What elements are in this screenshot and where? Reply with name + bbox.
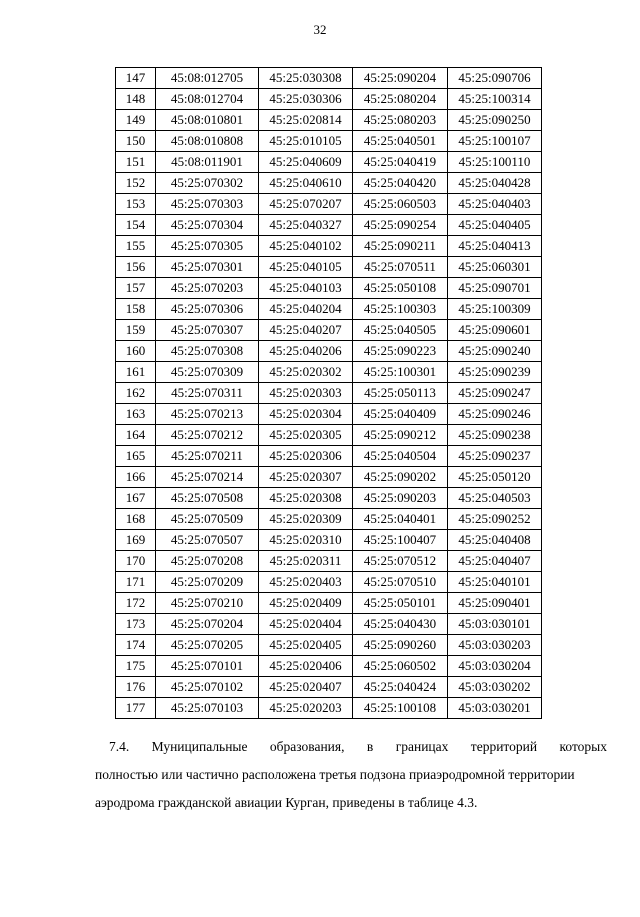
cadastral-number-cell: 45:25:020308 [259,488,353,509]
row-number-cell: 161 [116,362,156,383]
cadastral-number-cell: 45:25:070203 [156,278,259,299]
table-row [116,236,542,257]
cadastral-number-cell: 45:25:040409 [353,404,448,425]
row-number-cell: 165 [116,446,156,467]
cadastral-number-cell: 45:25:040408 [448,530,542,551]
cadastral-number-cell: 45:25:030308 [259,68,353,89]
cadastral-number-cell: 45:25:040430 [353,614,448,635]
row-number-cell: 148 [116,89,156,110]
cadastral-number-cell: 45:03:030101 [448,614,542,635]
cadastral-number-cell: 45:25:030306 [259,89,353,110]
cadastral-number-cell: 45:25:040407 [448,551,542,572]
cadastral-number-cell: 45:25:070205 [156,635,259,656]
cadastral-number-cell: 45:25:050101 [353,593,448,614]
table-row [116,509,542,530]
table-row [116,677,542,698]
cadastral-number-cell: 45:25:070102 [156,677,259,698]
row-number-cell: 158 [116,299,156,320]
table-row [116,215,542,236]
cadastral-number-cell: 45:25:050120 [448,467,542,488]
table-row [116,173,542,194]
cadastral-number-cell: 45:25:090223 [353,341,448,362]
paragraph-line-1: 7.4. Муниципальные образования, в границах территорий которых [109,739,607,754]
cadastral-number-cell: 45:25:070212 [156,425,259,446]
row-number-cell: 149 [116,110,156,131]
cadastral-number-cell: 45:25:020303 [259,383,353,404]
table-row [116,656,542,677]
cadastral-number-cell: 45:25:040610 [259,173,353,194]
cadastral-number-cell: 45:25:020409 [259,593,353,614]
cadastral-number-cell: 45:25:090211 [353,236,448,257]
table-row [116,614,542,635]
table-row [116,404,542,425]
cadastral-number-cell: 45:25:090202 [353,467,448,488]
cadastral-number-cell: 45:25:090239 [448,362,542,383]
cadastral-number-cell: 45:25:070507 [156,530,259,551]
cadastral-number-cell: 45:25:040405 [448,215,542,236]
cadastral-number-cell: 45:25:040101 [448,572,542,593]
paragraph-line-3: аэродрома гражданской авиации Курган, приведены в таблице 4.3. [95,795,478,810]
cadastral-number-cell: 45:25:040327 [259,215,353,236]
row-number-cell: 164 [116,425,156,446]
cadastral-number-cell: 45:25:070309 [156,362,259,383]
cadastral-number-cell: 45:25:020306 [259,446,353,467]
cadastral-number-cell: 45:25:040206 [259,341,353,362]
row-number-cell: 152 [116,173,156,194]
cadastral-number-cell: 45:25:070303 [156,194,259,215]
cadastral-number-cell: 45:25:040420 [353,173,448,194]
cadastral-number-cell: 45:25:070209 [156,572,259,593]
page-number: 32 [313,22,327,37]
cadastral-number-cell: 45:25:070304 [156,215,259,236]
cadastral-number-cell: 45:25:070301 [156,257,259,278]
table-row [116,362,542,383]
cadastral-number-cell: 45:25:070208 [156,551,259,572]
cadastral-number-cell: 45:25:040403 [448,194,542,215]
cadastral-number-cell: 45:25:070307 [156,320,259,341]
cadastral-number-cell: 45:25:090250 [448,110,542,131]
table-row [116,131,542,152]
cadastral-number-cell: 45:03:030204 [448,656,542,677]
table-row [116,320,542,341]
table-row [116,635,542,656]
cadastral-number-cell: 45:25:090240 [448,341,542,362]
cadastral-number-cell: 45:08:010801 [156,110,259,131]
table-row [116,89,542,110]
cadastral-number-cell: 45:25:070510 [353,572,448,593]
cadastral-number-cell: 45:25:070511 [353,257,448,278]
table-row [116,341,542,362]
cadastral-number-cell: 45:25:070305 [156,236,259,257]
cadastral-number-cell: 45:25:040207 [259,320,353,341]
table-row [116,488,542,509]
cadastral-number-cell: 45:25:020404 [259,614,353,635]
cadastral-number-cell: 45:25:070509 [156,509,259,530]
cadastral-number-cell: 45:25:100314 [448,89,542,110]
cadastral-number-cell: 45:25:080204 [353,89,448,110]
cadastral-number-cell: 45:25:020307 [259,467,353,488]
cadastral-number-cell: 45:25:020406 [259,656,353,677]
table-row [116,446,542,467]
row-number-cell: 160 [116,341,156,362]
row-number-cell: 170 [116,551,156,572]
table-row [116,68,542,89]
row-number-cell: 154 [116,215,156,236]
cadastral-number-cell: 45:25:020403 [259,572,353,593]
cadastral-number-cell: 45:25:020304 [259,404,353,425]
cadastral-number-cell: 45:25:040501 [353,131,448,152]
cadastral-number-cell: 45:25:040419 [353,152,448,173]
cadastral-number-cell: 45:25:090401 [448,593,542,614]
cadastral-number-cell: 45:25:050108 [353,278,448,299]
cadastral-number-cell: 45:25:090204 [353,68,448,89]
cadastral-number-cell: 45:25:060301 [448,257,542,278]
cadastral-number-cell: 45:25:040505 [353,320,448,341]
cadastral-number-cell: 45:25:050113 [353,383,448,404]
row-number-cell: 171 [116,572,156,593]
row-number-cell: 168 [116,509,156,530]
row-number-cell: 159 [116,320,156,341]
cadastral-number-cell: 45:25:070214 [156,467,259,488]
table-row [116,299,542,320]
row-number-cell: 155 [116,236,156,257]
cadastral-number-cell: 45:25:090237 [448,446,542,467]
cadastral-number-cell: 45:08:011901 [156,152,259,173]
cadastral-number-cell: 45:25:070311 [156,383,259,404]
table-row [116,593,542,614]
row-number-cell: 151 [116,152,156,173]
table-row [116,383,542,404]
cadastral-number-cell: 45:25:040401 [353,509,448,530]
cadastral-number-cell: 45:25:040102 [259,236,353,257]
cadastral-number-cell: 45:03:030202 [448,677,542,698]
cadastral-number-cell: 45:25:070211 [156,446,259,467]
cadastral-table [115,67,542,719]
cadastral-number-cell: 45:25:070210 [156,593,259,614]
cadastral-number-cell: 45:25:070302 [156,173,259,194]
table-row [116,551,542,572]
row-number-cell: 175 [116,656,156,677]
cadastral-number-cell: 45:25:020305 [259,425,353,446]
cadastral-number-cell: 45:25:040428 [448,173,542,194]
cadastral-number-cell: 45:25:090260 [353,635,448,656]
cadastral-number-cell: 45:25:020814 [259,110,353,131]
cadastral-number-cell: 45:03:030201 [448,698,542,719]
cadastral-number-cell: 45:25:040105 [259,257,353,278]
row-number-cell: 167 [116,488,156,509]
cadastral-number-cell: 45:25:010105 [259,131,353,152]
cadastral-number-cell: 45:25:090706 [448,68,542,89]
cadastral-number-cell: 45:25:060503 [353,194,448,215]
cadastral-number-cell: 45:08:012704 [156,89,259,110]
cadastral-number-cell: 45:25:090247 [448,383,542,404]
table-row [116,572,542,593]
row-number-cell: 173 [116,614,156,635]
cadastral-number-cell: 45:25:020407 [259,677,353,698]
row-number-cell: 147 [116,68,156,89]
cadastral-number-cell: 45:25:090252 [448,509,542,530]
cadastral-number-cell: 45:25:040204 [259,299,353,320]
cadastral-number-cell: 45:25:100407 [353,530,448,551]
row-number-cell: 172 [116,593,156,614]
cadastral-number-cell: 45:25:100301 [353,362,448,383]
row-number-cell: 153 [116,194,156,215]
row-number-cell: 150 [116,131,156,152]
row-number-cell: 162 [116,383,156,404]
table-row [116,110,542,131]
cadastral-number-cell: 45:25:090601 [448,320,542,341]
cadastral-number-cell: 45:25:070213 [156,404,259,425]
cadastral-number-cell: 45:25:100107 [448,131,542,152]
cadastral-number-cell: 45:25:070308 [156,341,259,362]
table-row [116,194,542,215]
cadastral-number-cell: 45:25:100303 [353,299,448,320]
section-paragraph [95,733,607,817]
row-number-cell: 169 [116,530,156,551]
cadastral-number-cell: 45:25:020203 [259,698,353,719]
cadastral-number-cell: 45:25:090254 [353,215,448,236]
cadastral-number-cell: 45:25:040609 [259,152,353,173]
cadastral-number-cell: 45:25:020405 [259,635,353,656]
cadastral-number-cell: 45:25:070207 [259,194,353,215]
cadastral-number-cell: 45:25:090701 [448,278,542,299]
cadastral-number-cell: 45:25:040504 [353,446,448,467]
row-number-cell: 174 [116,635,156,656]
cadastral-number-cell: 45:25:070101 [156,656,259,677]
cadastral-number-cell: 45:25:090203 [353,488,448,509]
table-row [116,425,542,446]
cadastral-number-cell: 45:25:090212 [353,425,448,446]
cadastral-number-cell: 45:25:020311 [259,551,353,572]
cadastral-number-cell: 45:25:100110 [448,152,542,173]
cadastral-number-cell: 45:25:040413 [448,236,542,257]
cadastral-number-cell: 45:25:100309 [448,299,542,320]
cadastral-number-cell: 45:25:070508 [156,488,259,509]
cadastral-number-cell: 45:25:020309 [259,509,353,530]
table-body [116,68,542,719]
cadastral-number-cell: 45:25:070306 [156,299,259,320]
cadastral-number-cell: 45:25:040424 [353,677,448,698]
table-row [116,278,542,299]
table-row [116,467,542,488]
table-row [116,530,542,551]
paragraph-line-2: полностью или частично расположена третья подзона приаэродромной территории [95,767,575,782]
cadastral-number-cell: 45:25:040103 [259,278,353,299]
cadastral-number-cell: 45:25:060502 [353,656,448,677]
cadastral-number-cell: 45:25:100108 [353,698,448,719]
cadastral-number-cell: 45:25:090246 [448,404,542,425]
cadastral-number-cell: 45:25:070204 [156,614,259,635]
row-number-cell: 176 [116,677,156,698]
cadastral-number-cell: 45:25:020310 [259,530,353,551]
cadastral-number-cell: 45:25:040503 [448,488,542,509]
cadastral-number-cell: 45:25:020302 [259,362,353,383]
table-row [116,152,542,173]
table-row [116,257,542,278]
table-row [116,698,542,719]
row-number-cell: 163 [116,404,156,425]
row-number-cell: 156 [116,257,156,278]
cadastral-number-cell: 45:25:070103 [156,698,259,719]
cadastral-number-cell: 45:08:010808 [156,131,259,152]
cadastral-number-cell: 45:03:030203 [448,635,542,656]
cadastral-number-cell: 45:08:012705 [156,68,259,89]
row-number-cell: 177 [116,698,156,719]
cadastral-number-cell: 45:25:080203 [353,110,448,131]
row-number-cell: 157 [116,278,156,299]
cadastral-number-cell: 45:25:070512 [353,551,448,572]
cadastral-number-cell: 45:25:090238 [448,425,542,446]
row-number-cell: 166 [116,467,156,488]
